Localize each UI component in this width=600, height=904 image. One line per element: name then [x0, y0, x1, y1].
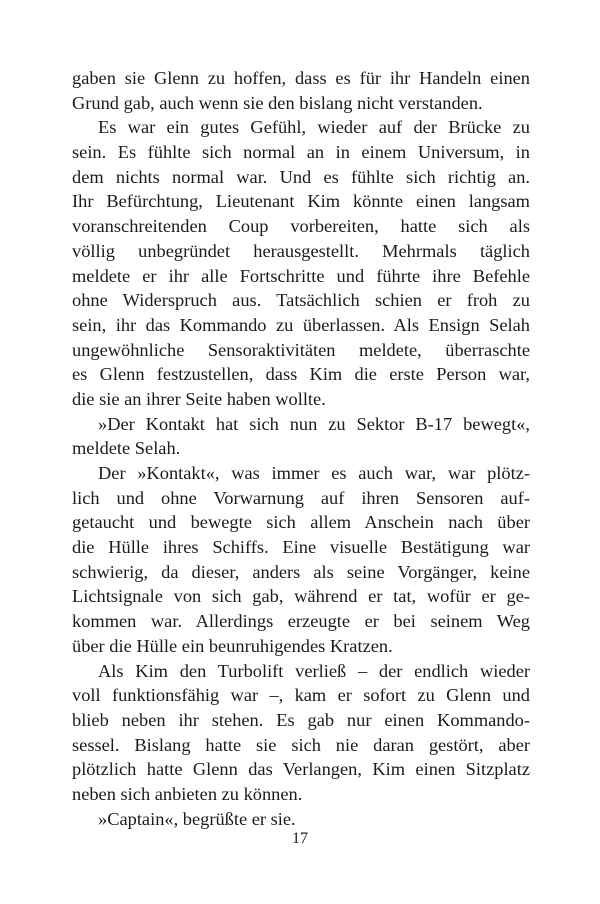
text-line: dem nichts normal war. Und es fühlte sich richtig an.: [72, 166, 530, 187]
body-text: [72, 66, 530, 831]
text-line: meldete Selah.: [72, 438, 181, 459]
text-line: voranschreitenden Coup vorbereiten, hatte sich als: [72, 216, 530, 237]
text-line: sessel. Bislang hatte sie sich nie daran gestört, aber: [72, 734, 530, 755]
text-line: Als Kim den Turbolift verließ – der endlich wieder: [98, 660, 530, 681]
text-line: über die Hülle ein beunruhigendes Kratzen.: [72, 635, 393, 656]
text-line: Lichtsignale von sich gab, während er tat, wofür er ge-: [72, 586, 530, 607]
text-line: Grund gab, auch wenn sie den bislang nicht verstanden.: [72, 92, 483, 113]
text-line: schwierig, da dieser, anders als seine Vorgänger, keine: [72, 561, 530, 582]
text-line: ungewöhnliche Sensoraktivitäten meldete, überraschte: [72, 339, 530, 360]
text-line: gaben sie Glenn zu hoffen, dass es für ihr Handeln einen: [72, 68, 530, 88]
text-line: voll funktionsfähig war –, kam er sofort zu Glenn und: [72, 685, 530, 706]
text-line: Es war ein gutes Gefühl, wieder auf der Brücke zu: [98, 117, 530, 138]
text-line: die sie an ihrer Seite haben wollte.: [72, 388, 326, 409]
text-line: Ihr Befürchtung, Lieutenant Kim könnte einen langsam: [72, 191, 530, 212]
text-line: »Captain«, begrüßte er sie.: [98, 808, 296, 829]
text-line: völlig unbegründet herausgestellt. Mehrmals täglich: [72, 240, 530, 261]
text-line: sein, ihr das Kommando zu überlassen. Als Ensign Selah: [72, 314, 530, 335]
text-line: meldete er ihr alle Fortschritte und führte ihre Befehle: [72, 265, 530, 286]
text-line: blieb neben ihr stehen. Es gab nur einen Kommando-: [72, 709, 530, 730]
text-line: »Der Kontakt hat sich nun zu Sektor B-17 bewegt«,: [98, 413, 530, 434]
text-line: die Hülle ihres Schiffs. Eine visuelle Bestätigung war: [72, 537, 530, 558]
text-line: neben sich anbieten zu können.: [72, 783, 303, 804]
text-line: sein. Es fühlte sich normal an in einem Universum, in: [72, 142, 530, 163]
text-line: Der »Kontakt«, was immer es auch war, war plötz-: [98, 463, 530, 483]
text-line: es Glenn festzustellen, dass Kim die erste Person war,: [72, 364, 530, 385]
text-line: ohne Widerspruch aus. Tatsächlich schien er froh zu: [72, 290, 530, 311]
page-number: 17: [292, 830, 308, 847]
text-line: plötzlich hatte Glenn das Verlangen, Kim einen Sitzplatz: [72, 759, 530, 780]
text-line: kommen war. Allerdings erzeugte er bei seinem Weg: [72, 611, 530, 632]
text-line: lich und ohne Vorwarnung auf ihren Sensoren auf-: [72, 487, 530, 508]
text-line: getaucht und bewegte sich allem Anschein nach über: [72, 512, 530, 533]
